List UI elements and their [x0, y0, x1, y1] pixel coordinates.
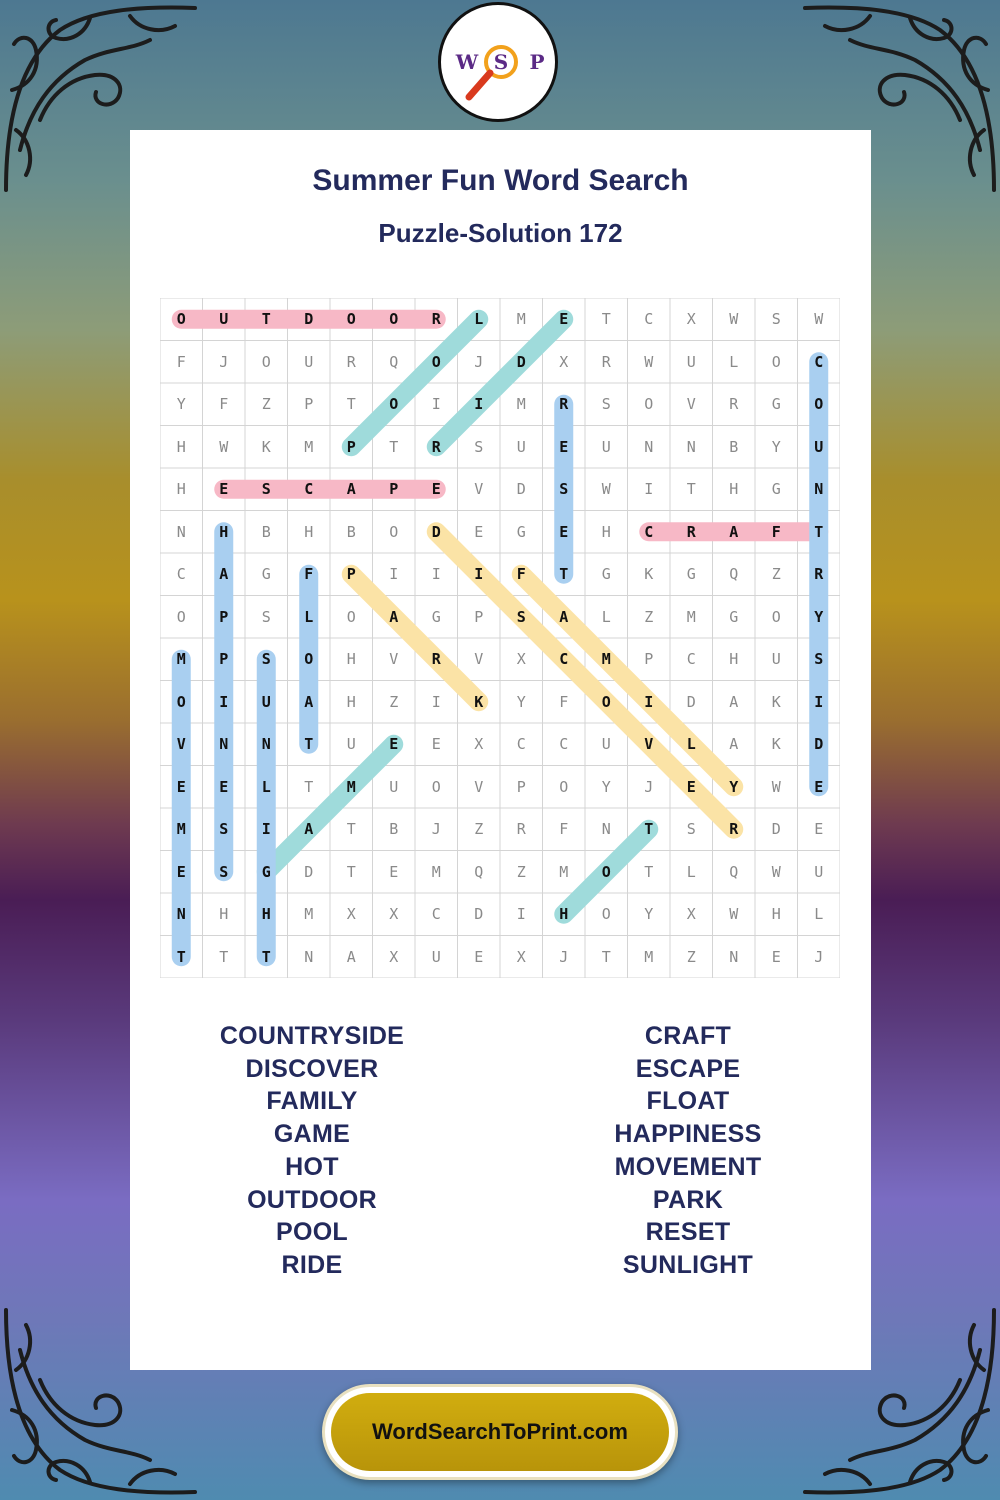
grid-cell: I: [474, 395, 484, 414]
grid-cell: Z: [261, 395, 271, 414]
grid-cell: E: [814, 777, 824, 796]
grid-cell: L: [261, 777, 271, 796]
grid-cell: Q: [389, 352, 399, 371]
grid-cell: T: [686, 480, 696, 499]
grid-cell: I: [261, 820, 271, 839]
grid-cell: V: [644, 735, 654, 754]
grid-cell: U: [219, 310, 229, 329]
grid-cell: R: [431, 310, 441, 329]
grid-cell: C: [559, 650, 569, 669]
grid-cell: C: [686, 650, 696, 669]
grid-cell: B: [729, 437, 739, 456]
grid-cell: Q: [474, 862, 484, 881]
grid-cell: K: [771, 735, 781, 754]
grid-cell: X: [516, 650, 526, 669]
grid-cell: U: [261, 692, 271, 711]
grid-cell: H: [219, 522, 229, 541]
grid-cell: P: [474, 607, 484, 626]
grid-cell: O: [261, 352, 271, 371]
grid-cell: H: [176, 437, 186, 456]
grid-cell: Y: [601, 777, 611, 796]
grid-cell: V: [474, 777, 484, 796]
grid-cell: C: [431, 905, 441, 924]
grid-cell: G: [771, 480, 781, 499]
grid-cell: O: [389, 310, 399, 329]
grid-cell: J: [644, 777, 654, 796]
grid-cell: F: [771, 522, 781, 541]
word-list-item: COUNTRYSIDE: [219, 1022, 405, 1050]
grid-cell: O: [389, 395, 399, 414]
grid-cell: N: [686, 437, 696, 456]
grid-cell: R: [431, 650, 441, 669]
grid-cell: Y: [516, 692, 526, 711]
grid-cell: W: [814, 310, 824, 329]
grid-cell: P: [346, 437, 356, 456]
grid-cell: V: [176, 735, 186, 754]
grid-cell: E: [389, 735, 399, 754]
grid-cell: W: [644, 352, 654, 371]
grid-cell: O: [601, 862, 611, 881]
grid-cell: U: [601, 735, 611, 754]
grid-cell: N: [644, 437, 654, 456]
grid-cell: O: [431, 352, 441, 371]
grid-cell: S: [261, 650, 271, 669]
grid-cell: H: [219, 905, 229, 924]
word-list-item: MOVEMENT: [614, 1152, 762, 1181]
grid-cell: W: [729, 310, 739, 329]
page-title: Summer Fun Word Search: [312, 164, 689, 197]
grid-cell: T: [346, 862, 356, 881]
wsp-logo[interactable]: [438, 2, 558, 122]
grid-cell: S: [601, 395, 611, 414]
grid-cell: G: [261, 862, 271, 881]
grid-cell: W: [219, 437, 229, 456]
grid-cell: X: [516, 947, 526, 966]
grid-cell: T: [304, 735, 314, 754]
grid-cell: T: [644, 820, 654, 839]
grid-cell: T: [814, 522, 824, 541]
word-list-item: CRAFT: [644, 1022, 732, 1050]
grid-cell: H: [346, 692, 356, 711]
grid-cell: M: [644, 947, 654, 966]
grid-cell: C: [814, 352, 824, 371]
grid-cell: M: [304, 437, 314, 456]
grid-cell: F: [559, 820, 569, 839]
grid-cell: A: [559, 607, 569, 626]
word-list-item: PARK: [652, 1185, 724, 1214]
word-list-item: ESCAPE: [635, 1054, 741, 1083]
grid-cell: O: [176, 692, 186, 711]
grid-cell: U: [389, 777, 399, 796]
grid-cell: A: [219, 565, 229, 584]
page-subtitle: Puzzle-Solution 172: [378, 218, 623, 248]
grid-cell: T: [389, 437, 399, 456]
grid-cell: Z: [389, 692, 399, 711]
grid-cell: M: [601, 650, 611, 669]
grid-cell: O: [346, 310, 356, 329]
grid-cell: V: [474, 650, 484, 669]
grid-cell: J: [219, 352, 229, 371]
grid-cell: O: [644, 395, 654, 414]
grid-cell: S: [686, 820, 696, 839]
grid-cell: A: [346, 480, 356, 499]
grid-cell: K: [261, 437, 271, 456]
grid-cell: T: [601, 947, 611, 966]
grid-cell: B: [346, 522, 356, 541]
grid-cell: G: [516, 522, 526, 541]
grid-cell: K: [474, 692, 484, 711]
grid-cell: N: [261, 735, 271, 754]
grid-cell: X: [474, 735, 484, 754]
grid-cell: G: [686, 565, 696, 584]
grid-cell: Y: [176, 395, 186, 414]
site-badge[interactable]: [322, 1384, 678, 1480]
grid-cell: Z: [771, 565, 781, 584]
grid-cell: B: [389, 820, 399, 839]
grid-cell: O: [176, 607, 186, 626]
site-link[interactable]: WordSearchToPrint.com: [372, 1419, 628, 1444]
word-list-item: SUNLIGHT: [622, 1250, 754, 1279]
grid-cell: W: [771, 777, 781, 796]
grid-cell: P: [304, 395, 314, 414]
grid-cell: T: [346, 820, 356, 839]
grid-cell: Y: [729, 777, 739, 796]
logo-letter-p: P: [529, 50, 545, 74]
grid-cell: S: [474, 437, 484, 456]
word-list-item: POOL: [275, 1218, 349, 1247]
grid-cell: M: [431, 862, 441, 881]
grid-cell: P: [389, 480, 399, 499]
grid-cell: S: [219, 862, 229, 881]
grid-cell: E: [176, 777, 186, 796]
grid-cell: N: [304, 947, 314, 966]
grid-cell: H: [261, 905, 271, 924]
grid-cell: I: [219, 692, 229, 711]
grid-cell: J: [814, 947, 824, 966]
grid-cell: V: [389, 650, 399, 669]
grid-cell: A: [729, 735, 739, 754]
grid-cell: C: [644, 522, 654, 541]
grid-cell: T: [346, 395, 356, 414]
grid-cell: P: [346, 565, 356, 584]
grid-cell: I: [431, 692, 441, 711]
grid-cell: U: [304, 352, 314, 371]
grid-cell: U: [346, 735, 356, 754]
grid-cell: L: [601, 607, 611, 626]
grid-cell: F: [559, 692, 569, 711]
grid-cell: I: [389, 565, 399, 584]
word-list-item: GAME: [273, 1120, 351, 1149]
grid-cell: O: [389, 522, 399, 541]
grid-cell: M: [516, 310, 526, 329]
grid-cell: P: [644, 650, 654, 669]
grid-cell: T: [219, 947, 229, 966]
grid-cell: L: [304, 607, 314, 626]
grid-cell: U: [814, 437, 824, 456]
grid-cell: J: [431, 820, 441, 839]
word-list-right: [538, 1020, 838, 1282]
grid-cell: M: [304, 905, 314, 924]
grid-cell: O: [559, 777, 569, 796]
grid-cell: W: [729, 905, 739, 924]
grid-cell: A: [304, 692, 314, 711]
grid-cell: R: [346, 352, 356, 371]
grid-cell: X: [389, 905, 399, 924]
grid-cell: E: [559, 522, 569, 541]
grid-cell: F: [516, 565, 526, 584]
grid-cell: T: [601, 310, 611, 329]
grid-cell: X: [346, 905, 356, 924]
grid-cell: E: [771, 947, 781, 966]
grid-cell: M: [516, 395, 526, 414]
grid-cell: I: [474, 565, 484, 584]
grid-cell: S: [814, 650, 824, 669]
grid-cell: R: [559, 395, 569, 414]
site-badge-inner: [331, 1393, 669, 1471]
grid-cell: Y: [644, 905, 654, 924]
grid-cell: R: [814, 565, 824, 584]
grid-cell: O: [814, 395, 824, 414]
grid-cell: P: [219, 607, 229, 626]
grid-cell: N: [814, 480, 824, 499]
grid-cell: N: [176, 905, 186, 924]
grid-cell: O: [346, 607, 356, 626]
grid-cell: G: [431, 607, 441, 626]
grid-cell: I: [431, 565, 441, 584]
grid-cell: C: [176, 565, 186, 584]
grid-cell: P: [219, 650, 229, 669]
grid-cell: U: [431, 947, 441, 966]
grid-cell: U: [601, 437, 611, 456]
grid-cell: U: [771, 650, 781, 669]
grid-cell: D: [771, 820, 781, 839]
grid-cell: T: [304, 777, 314, 796]
grid-cell: A: [729, 522, 739, 541]
grid-cell: O: [601, 692, 611, 711]
grid-cell: K: [771, 692, 781, 711]
grid-cell: E: [431, 735, 441, 754]
grid-cell: J: [474, 352, 484, 371]
grid-cell: C: [304, 480, 314, 499]
word-list-item: HAPPINESS: [614, 1120, 762, 1149]
grid-cell: D: [304, 862, 314, 881]
grid-cell: A: [729, 692, 739, 711]
grid-cell: U: [814, 862, 824, 881]
grid-cell: E: [474, 947, 484, 966]
grid-cell: H: [601, 522, 611, 541]
grid-cell: Z: [516, 862, 526, 881]
grid-cell: X: [389, 947, 399, 966]
grid-cell: A: [304, 820, 314, 839]
grid-cell: O: [601, 905, 611, 924]
grid-cell: X: [686, 310, 696, 329]
grid-cell: V: [686, 395, 696, 414]
grid-cell: M: [686, 607, 696, 626]
grid-cell: D: [516, 480, 526, 499]
grid-cell: T: [176, 947, 186, 966]
grid-cell: H: [304, 522, 314, 541]
grid-cell: O: [304, 650, 314, 669]
grid-cell: D: [814, 735, 824, 754]
grid-cell: F: [304, 565, 314, 584]
grid-cell: V: [474, 480, 484, 499]
grid-cell: H: [729, 480, 739, 499]
grid-cell: I: [814, 692, 824, 711]
grid-cell: E: [431, 480, 441, 499]
grid-cell: D: [516, 352, 526, 371]
grid-cell: L: [729, 352, 739, 371]
grid-cell: E: [686, 777, 696, 796]
grid-cell: Y: [771, 437, 781, 456]
grid-cell: C: [644, 310, 654, 329]
grid-cell: O: [431, 777, 441, 796]
grid-cell: J: [559, 947, 569, 966]
grid-cell: P: [516, 777, 526, 796]
grid-cell: L: [686, 862, 696, 881]
word-list-item: OUTDOOR: [247, 1185, 377, 1214]
word-list-left: [162, 1020, 462, 1282]
grid-cell: M: [559, 862, 569, 881]
grid-cell: E: [219, 777, 229, 796]
grid-cell: W: [771, 862, 781, 881]
word-list-item: RESET: [645, 1218, 731, 1247]
grid-cell: S: [771, 310, 781, 329]
grid-cell: C: [516, 735, 526, 754]
grid-cell: M: [176, 650, 186, 669]
grid-cell: K: [644, 565, 654, 584]
grid-cell: I: [644, 692, 654, 711]
grid-cell: R: [516, 820, 526, 839]
grid-cell: H: [346, 650, 356, 669]
grid-cell: Y: [814, 607, 824, 626]
grid-cell: G: [601, 565, 611, 584]
grid-cell: U: [516, 437, 526, 456]
grid-cell: L: [686, 735, 696, 754]
grid-cell: R: [729, 820, 739, 839]
grid-cell: A: [346, 947, 356, 966]
grid-cell: O: [176, 310, 186, 329]
grid-cell: E: [814, 820, 824, 839]
grid-cell: T: [644, 862, 654, 881]
grid-cell: R: [729, 395, 739, 414]
grid-cell: E: [219, 480, 229, 499]
grid-cell: Z: [474, 820, 484, 839]
grid-cell: F: [219, 395, 229, 414]
logo-letter-w: W: [455, 50, 479, 74]
grid-cell: M: [176, 820, 186, 839]
grid-cell: A: [389, 607, 399, 626]
grid-cell: N: [176, 522, 186, 541]
grid-cell: Z: [686, 947, 696, 966]
logo-letter-s: S: [493, 50, 509, 74]
grid-cell: N: [729, 947, 739, 966]
grid-cell: N: [219, 735, 229, 754]
grid-cell: E: [559, 310, 569, 329]
grid-cell: H: [559, 905, 569, 924]
grid-cell: R: [601, 352, 611, 371]
grid-cell: R: [431, 437, 441, 456]
word-list-item: FLOAT: [646, 1087, 730, 1116]
grid-cell: S: [516, 607, 526, 626]
grid-cell: Z: [644, 607, 654, 626]
grid-cell: Q: [729, 862, 739, 881]
grid-cell: Q: [729, 565, 739, 584]
grid-cell: I: [644, 480, 654, 499]
letter-grid: [160, 298, 840, 978]
grid-cell: S: [261, 480, 271, 499]
grid-cell: S: [559, 480, 569, 499]
grid-cell: N: [601, 820, 611, 839]
grid-cell: O: [771, 352, 781, 371]
grid-cell: L: [814, 905, 824, 924]
grid-cell: S: [261, 607, 271, 626]
grid-cell: M: [346, 777, 356, 796]
word-list-item: FAMILY: [266, 1087, 358, 1116]
grid-cell: G: [771, 395, 781, 414]
grid-cell: D: [474, 905, 484, 924]
word-list-item: DISCOVER: [245, 1054, 379, 1083]
grid-cell: F: [176, 352, 186, 371]
grid-cell: I: [431, 395, 441, 414]
grid-cell: S: [219, 820, 229, 839]
grid-cell: U: [686, 352, 696, 371]
grid-cell: C: [559, 735, 569, 754]
grid-cell: D: [686, 692, 696, 711]
word-list-item: HOT: [285, 1152, 339, 1181]
grid-cell: H: [176, 480, 186, 499]
grid-cell: I: [516, 905, 526, 924]
word-search-grid: [160, 298, 840, 978]
magnifier-icon: [441, 5, 555, 119]
grid-cell: T: [261, 310, 271, 329]
grid-cell: L: [474, 310, 484, 329]
grid-cell: D: [304, 310, 314, 329]
grid-cell: G: [261, 565, 271, 584]
grid-cell: H: [771, 905, 781, 924]
grid-cell: X: [559, 352, 569, 371]
grid-cell: D: [431, 522, 441, 541]
grid-cell: X: [686, 905, 696, 924]
grid-cell: O: [771, 607, 781, 626]
grid-cell: B: [261, 522, 271, 541]
grid-cell: T: [261, 947, 271, 966]
grid-cell: W: [601, 480, 611, 499]
grid-cell: G: [729, 607, 739, 626]
word-list-item: RIDE: [281, 1250, 343, 1279]
grid-cell: H: [729, 650, 739, 669]
grid-cell: T: [559, 565, 569, 584]
grid-cell: E: [389, 862, 399, 881]
grid-cell: E: [559, 437, 569, 456]
grid-cell: E: [176, 862, 186, 881]
grid-cell: R: [686, 522, 696, 541]
grid-cell: E: [474, 522, 484, 541]
